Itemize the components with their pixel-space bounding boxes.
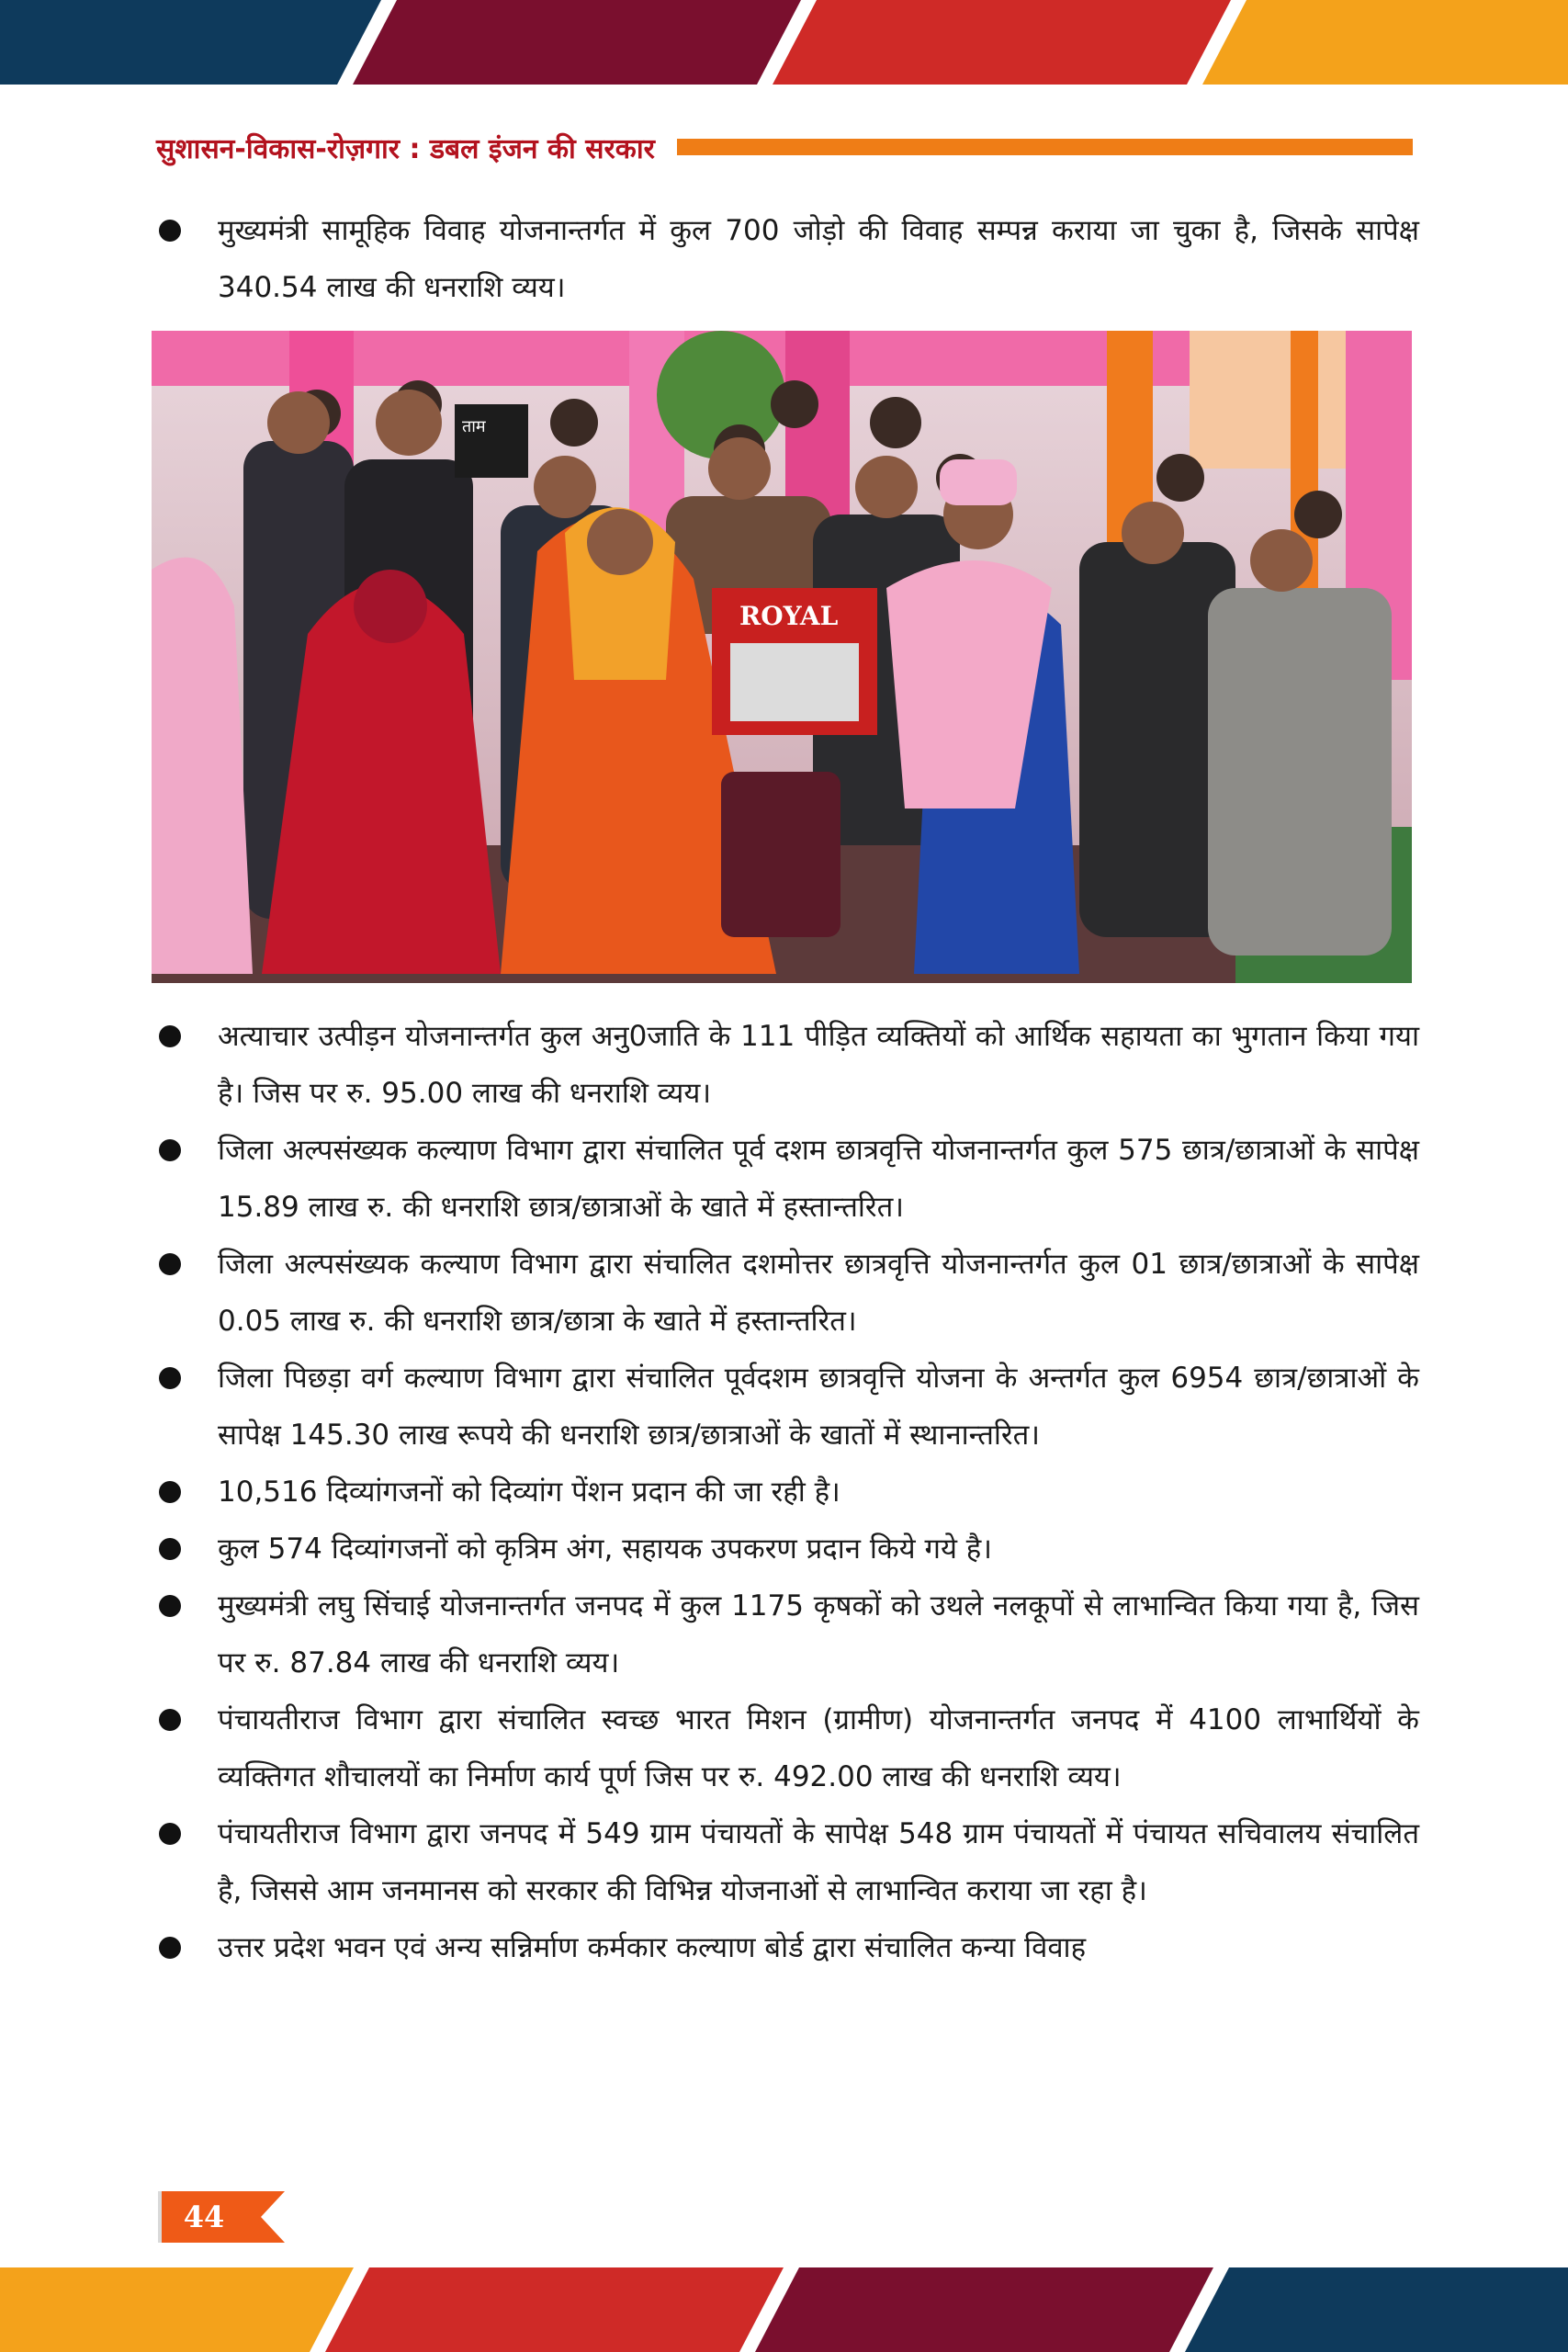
bullet-item xyxy=(152,1577,1419,1691)
header-rule xyxy=(677,139,1413,155)
gift-box-label: ROYAL xyxy=(739,601,839,631)
bullet-dot-icon xyxy=(159,1367,181,1389)
bullet-text: अत्याचार उत्पीड़न योजनान्तर्गत कुल अनु0जाति के 111 पीड़ित व्यक्तियों को आर्थिक सहायता का भुगतान किया गया है। जिस पर रु. 95.00 लाख की धनराशि व्यय। xyxy=(218,1020,1419,1110)
bullet-dot-icon xyxy=(159,1025,181,1047)
bullet-item xyxy=(152,1122,1419,1236)
bullet-item xyxy=(152,202,1419,316)
page-header xyxy=(156,125,1413,169)
bullet-item xyxy=(152,1691,1419,1805)
bullet-text: जिला अल्पसंख्यक कल्याण विभाग द्वारा संचालित पूर्व दशम छात्रवृत्ति योजनान्तर्गत कुल 575 छात्र/छात्राओं के सापेक्ष 15.89 लाख रु. की धनराशि छात्र/छात्राओं के खाते में हस्तान्तरित। xyxy=(218,1134,1419,1224)
bullet-text: पंचायतीराज विभाग द्वारा जनपद में 549 ग्राम पंचायतों के सापेक्ष 548 ग्राम पंचायतों में पंचायत सचिवालय संचालित है, जिससे आम जनमानस को सरकार की विभिन्न योजनाओं से लाभान्वित कराया जा रहा है। xyxy=(218,1817,1419,1907)
bullet-item xyxy=(152,1236,1419,1350)
top-decorative-band xyxy=(0,0,1568,85)
bullet-item xyxy=(152,1805,1419,1919)
bullet-dot-icon xyxy=(159,1595,181,1617)
bullet-dot-icon xyxy=(159,220,181,242)
page-number-tag xyxy=(158,2191,285,2243)
page-number: 44 xyxy=(183,2199,225,2234)
bullet-text: मुख्यमंत्री लघु सिंचाई योजनान्तर्गत जनपद में कुल 1175 कृषकों को उथले नलकूपों से लाभान्वित किया गया है, जिस पर रु. 87.84 लाख की धनराशि व्यय। xyxy=(218,1589,1419,1679)
bullet-dot-icon xyxy=(159,1253,181,1275)
bullet-dot-icon xyxy=(159,1139,181,1161)
header-title: सुशासन-विकास-रोज़गार : डबल इंजन की सरकार xyxy=(156,132,655,165)
bullet-item xyxy=(152,1919,1419,1976)
bullet-item xyxy=(152,1464,1419,1521)
bullet-text: 10,516 दिव्यांगजनों को दिव्यांग पेंशन प्रदान की जा रही है। xyxy=(218,1476,840,1509)
bullet-text: मुख्यमंत्री सामूहिक विवाह योजनान्तर्गत में कुल 700 जोड़ो की विवाह सम्पन्न कराया जा चुका है, जिसके सापेक्ष 340.54 लाख की धनराशि व्यय। xyxy=(218,214,1419,304)
bullet-dot-icon xyxy=(159,1538,181,1560)
bullet-dot-icon xyxy=(159,1937,181,1959)
background-banner-text: ताम xyxy=(462,417,486,436)
bullet-dot-icon xyxy=(159,1709,181,1731)
bullet-text: कुल 574 दिव्यांगजनों को कृत्रिम अंग, सहायक उपकरण प्रदान किये गये है। xyxy=(218,1532,993,1566)
bullet-text: जिला पिछड़ा वर्ग कल्याण विभाग द्वारा संचालित पूर्वदशम छात्रवृत्ति योजना के अन्तर्गत कुल 6954 छात्र/छात्राओं के सापेक्ष 145.30 लाख रूपये की धनराशि छात्र/छात्राओं के खातों में स्थानान्तरित। xyxy=(218,1362,1419,1452)
bullet-list-main xyxy=(152,1008,1419,1976)
bullet-text: पंचायतीराज विभाग द्वारा संचालित स्वच्छ भारत मिशन (ग्रामीण) योजनान्तर्गत जनपद में 4100 लाभार्थियों के व्यक्तिगत शौचालयों का निर्माण कार्य पूर्ण जिस पर रु. 492.00 लाख की धनराशि व्यय। xyxy=(218,1703,1419,1793)
event-photo xyxy=(152,331,1412,983)
bullet-item xyxy=(152,1350,1419,1464)
bullet-text: जिला अल्पसंख्यक कल्याण विभाग द्वारा संचालित दशमोत्तर छात्रवृत्ति योजनान्तर्गत कुल 01 छात्र/छात्राओं के सापेक्ष 0.05 लाख रु. की धनराशि छात्र/छात्रा के खाते में हस्तान्तरित। xyxy=(218,1248,1419,1338)
bullet-item xyxy=(152,1008,1419,1122)
bullet-dot-icon xyxy=(159,1823,181,1845)
bullet-dot-icon xyxy=(159,1481,181,1503)
bullet-item xyxy=(152,1521,1419,1577)
bullet-text: उत्तर प्रदेश भवन एवं अन्य सन्निर्माण कर्मकार कल्याण बोर्ड द्वारा संचालित कन्या विवाह xyxy=(218,1931,1087,1964)
bottom-decorative-band xyxy=(0,2267,1568,2352)
bullet-list-top xyxy=(152,202,1419,316)
